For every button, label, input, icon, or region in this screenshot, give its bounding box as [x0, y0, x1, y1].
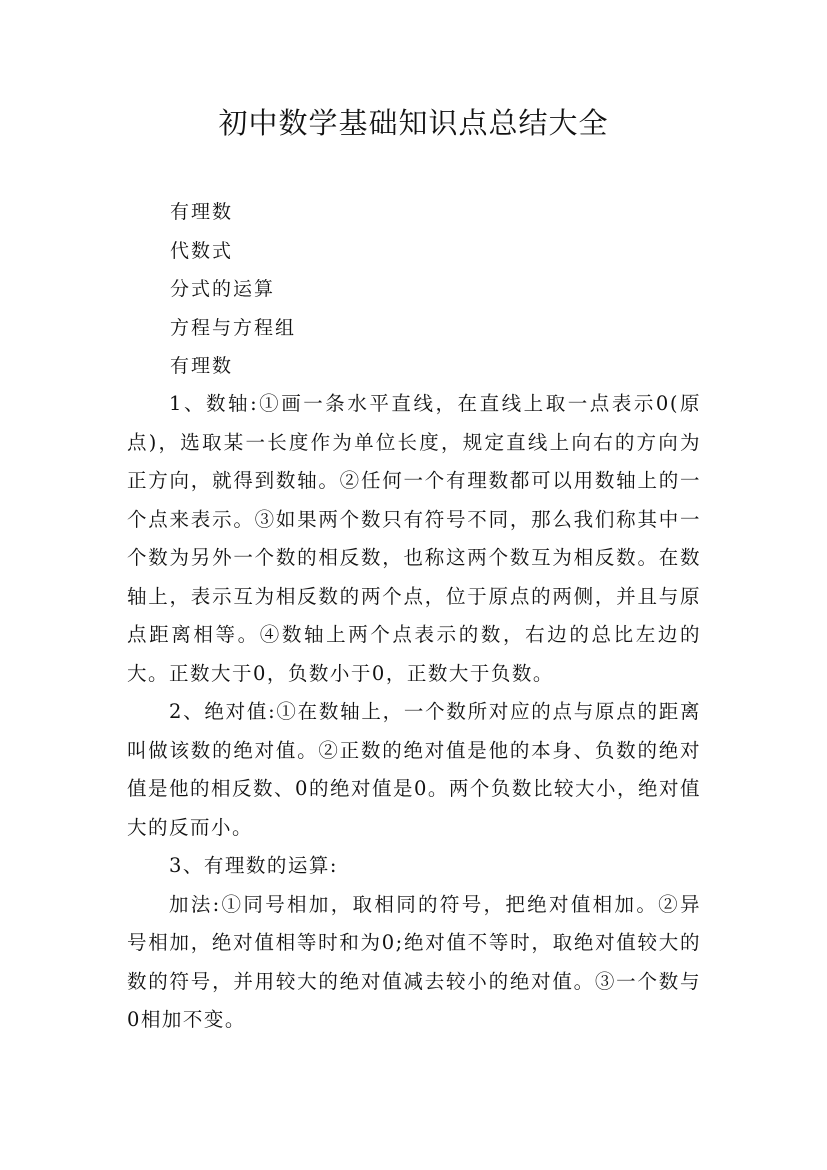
topic-item: 分式的运算 — [170, 278, 276, 300]
topic-list — [170, 193, 730, 386]
section-heading: 有理数 — [170, 355, 234, 377]
paragraph-number-line: 1、数轴:①画一条水平直线，在直线上取一点表示0(原点)，选取某一长度作为单位长度，规定直线上向右的方向为正方向，就得到数轴。②任何一个有理数都可以用数轴上的一个点来表示。③如果两个数只有符号不同，那么我们称其中一个数为另外一个数的相反数，也称这两个数互为相反数。在数轴上，表示互为相反数的两个点，位于原点的两侧，并且与原点距离相等。④数轴上两个点表示的数，右边的总比左边的大。正数大于0，负数小于0，正数大于负数。 — [127, 392, 701, 685]
paragraph-addition: 加法:①同号相加，取相同的符号，把绝对值相加。②异号相加，绝对值相等时和为0;绝对值不等时，取绝对值较大的数的符号，并用较大的绝对值减去较小的绝对值。③一个数与0相加不变。 — [127, 892, 701, 1031]
paragraph-absolute-value: 2、绝对值:①在数轴上，一个数所对应的点与原点的距离叫做该数的绝对值。②正数的绝对值是他的本身、负数的绝对值是他的相反数、0的绝对值是0。两个负数比较大小，绝对值大的反而小。 — [127, 700, 701, 839]
topic-item: 代数式 — [170, 239, 234, 262]
topic-item: 有理数 — [170, 201, 234, 223]
document-title: 初中数学基础知识点总结大全 — [218, 106, 609, 140]
document-body — [127, 385, 701, 1040]
topic-item: 方程与方程组 — [170, 316, 297, 339]
paragraph-operations-heading: 3、有理数的运算: — [169, 854, 338, 877]
